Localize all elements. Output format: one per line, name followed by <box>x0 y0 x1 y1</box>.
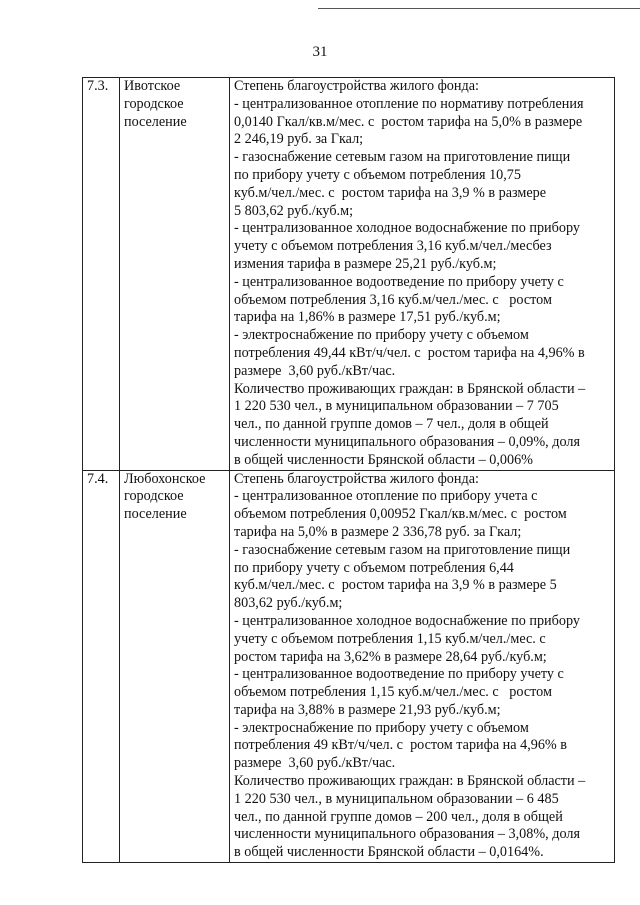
description-line: чел., по данной группе домов – 200 чел., доля в общей <box>234 808 563 825</box>
description-line: учету с объемом потребления 1,15 куб.м/чел./мес. с <box>234 630 546 647</box>
description-line: 5 803,62 руб./куб.м; <box>234 202 354 219</box>
description-line: объемом потребления 1,15 куб.м/чел./мес. с ростом <box>234 684 552 701</box>
description-line: куб.м/чел./мес. с ростом тарифа на 3,9 % в размере <box>234 184 547 201</box>
description-line: - газоснабжение сетевым газом на приготовление пищи <box>234 541 571 558</box>
description-line: потребления 49,44 кВт/ч/чел. с ростом тарифа на 4,96% в <box>234 344 585 361</box>
description-line: куб.м/чел./мес. с ростом тарифа на 3,9 % в размере 5 <box>234 577 557 594</box>
description-line: Степень благоустройства жилого фонда: <box>234 78 479 94</box>
top-edge-line <box>318 8 640 9</box>
description-line: по прибору учету с объемом потребления 6,44 <box>234 559 514 576</box>
description-line: 1 220 530 чел., в муниципальном образовании – 6 485 <box>234 790 559 807</box>
description-line: - централизованное холодное водоснабжение по прибору <box>234 612 580 629</box>
description-line: учету с объемом потребления 3,16 куб.м/чел./месбез <box>234 238 552 255</box>
settlement-name-line: Ивотское <box>124 78 181 94</box>
description-line: Количество проживающих граждан: в Брянской области – <box>234 773 586 790</box>
description-line: размере 3,60 руб./кВт/час. <box>234 362 396 379</box>
description-line: тарифа на 3,88% в размере 21,93 руб./куб.м; <box>234 701 501 718</box>
description-line: объемом потребления 0,00952 Гкал/кв.м/мес. с ростом <box>234 506 567 523</box>
description-line: тарифа на 5,0% в размере 2 336,78 руб. за Гкал; <box>234 523 522 540</box>
description-line: - централизованное водоотведение по прибору учету с <box>234 273 564 290</box>
description-line: 0,0140 Гкал/кв.м/мес. с ростом тарифа на 5,0% в размере <box>234 113 583 130</box>
table-body <box>83 78 615 863</box>
description-line: измения тарифа в размере 25,21 руб./куб.м; <box>234 255 497 272</box>
description-line: объемом потребления 3,16 куб.м/чел./мес. с ростом <box>234 291 552 308</box>
description-line: численности муниципального образования – 3,08%, доля <box>234 826 580 843</box>
settlement-name-line: Любохонское <box>124 470 206 487</box>
description-line: 803,62 руб./куб.м; <box>234 595 343 612</box>
description-line: в общей численности Брянской области – 0,006% <box>234 451 534 468</box>
description-line: потребления 49 кВт/ч/чел. с ростом тарифа на 4,96% в <box>234 737 567 754</box>
description-line: по прибору учету с объемом потребления 10,75 <box>234 166 521 183</box>
description-line: чел., по данной группе домов – 7 чел., доля в общей <box>234 416 549 433</box>
table-row <box>83 470 615 863</box>
description-line: 2 246,19 руб. за Гкал; <box>234 131 364 148</box>
settlement-name-cell <box>120 470 230 863</box>
description-line: - централизованное отопление по прибору учета с <box>234 488 538 505</box>
description-line: ростом тарифа на 3,62% в размере 28,64 руб./куб.м; <box>234 648 547 665</box>
row-number: 7.3. <box>83 78 120 471</box>
description-line: в общей численности Брянской области – 0,0164%. <box>234 844 544 861</box>
description-line: - централизованное холодное водоснабжение по прибору <box>234 220 580 237</box>
description-line: - централизованное водоотведение по прибору учету с <box>234 666 564 683</box>
description-line: численности муниципального образования – 0,09%, доля <box>234 433 580 450</box>
housing-description-cell <box>230 470 615 863</box>
settlement-name-line: городское <box>124 488 184 505</box>
settlement-name-line: поселение <box>124 113 187 130</box>
description-line: тарифа на 1,86% в размере 17,51 руб./куб.м; <box>234 309 501 326</box>
settlement-name-line: поселение <box>124 506 187 523</box>
page-number: 31 <box>312 44 328 60</box>
table-row <box>83 78 615 471</box>
description-line: Степень благоустройства жилого фонда: <box>234 470 479 487</box>
description-line: размере 3,60 руб./кВт/час. <box>234 755 396 772</box>
settlement-name-line: городское <box>124 95 184 112</box>
description-line: - электроснабжение по прибору учету с объемом <box>234 327 529 344</box>
description-line: 1 220 530 чел., в муниципальном образовании – 7 705 <box>234 398 559 415</box>
description-line: - централизованное отопление по нормативу потребления <box>234 95 584 112</box>
settlement-name-cell <box>120 78 230 471</box>
description-line: Количество проживающих граждан: в Брянской области – <box>234 380 586 397</box>
description-line: - электроснабжение по прибору учету с объемом <box>234 719 529 736</box>
municipal-data-table <box>82 77 615 863</box>
row-number: 7.4. <box>83 470 120 863</box>
housing-description-cell <box>230 78 615 471</box>
description-line: - газоснабжение сетевым газом на приготовление пищи <box>234 149 571 166</box>
